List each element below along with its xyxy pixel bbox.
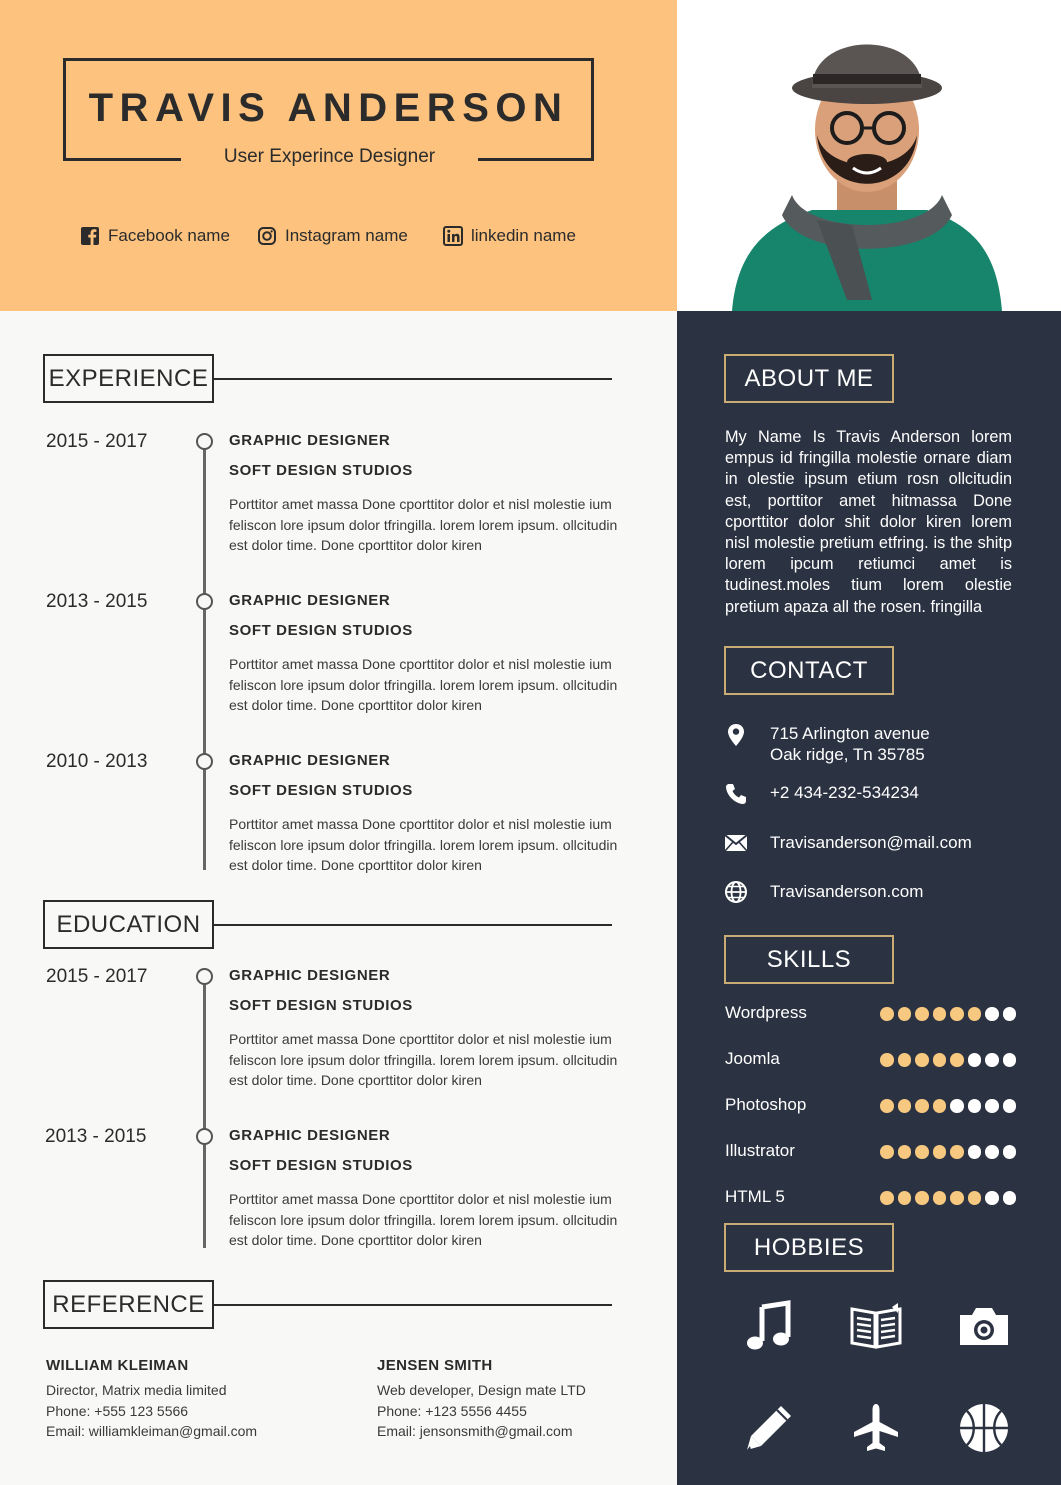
reference-email[interactable]: Email: jensonsmith@gmail.com (377, 1423, 573, 1439)
reference-phone: Phone: +555 123 5566 (46, 1403, 189, 1419)
experience-years: 2013 - 2015 (46, 591, 148, 612)
skill-dot-filled (915, 1007, 929, 1021)
skill-dot-filled (915, 1145, 929, 1159)
reference-role: Director, Matrix media limited (46, 1382, 227, 1398)
skill-dot-empty (985, 1191, 999, 1205)
skill-dot-filled (880, 1053, 894, 1067)
contact-email[interactable]: Travisanderson@mail.com (770, 833, 972, 852)
skill-dot-filled (880, 1007, 894, 1021)
job-title: GRAPHIC DESIGNER (229, 592, 391, 609)
skill-dot-filled (968, 1007, 982, 1021)
skill-name: Illustrator (725, 1141, 795, 1160)
skill-dot-empty (968, 1053, 982, 1067)
skill-dot-filled (950, 1191, 964, 1205)
skill-dot-filled (898, 1053, 912, 1067)
skill-dot-filled (880, 1099, 894, 1113)
skill-rating (880, 1191, 1016, 1205)
about-text: My Name Is Travis Anderson lorem empus id fringilla molestie ornare diam in olestie ipsum etium rosn ollcitudin est, porttitor amet hitmassa Done cporttitor dolor shit dolor kiren lorem nisl molestie pretium etfring. is the shitp lorem ipcum retiumci amet is tudinest.moles tium lorem olestie pretium apaza all the rosen. fringilla (725, 428, 1012, 616)
skill-dot-filled (950, 1145, 964, 1159)
skill-name: Wordpress (725, 1003, 807, 1022)
skill-name: HTML 5 (725, 1187, 785, 1206)
skill-dot-empty (968, 1145, 982, 1159)
name-frame-bottom-right (478, 158, 594, 161)
job-company: SOFT DESIGN STUDIOS (229, 622, 413, 639)
job-company: SOFT DESIGN STUDIOS (229, 997, 413, 1014)
job-title: GRAPHIC DESIGNER (229, 1127, 391, 1144)
reference-name: WILLIAM KLEIMAN (46, 1357, 189, 1374)
skills-heading: SKILLS (724, 935, 894, 984)
globe-icon (723, 879, 749, 905)
skill-dot-empty (985, 1053, 999, 1067)
reference-email[interactable]: Email: williamkleiman@gmail.com (46, 1423, 258, 1439)
pencil-icon (741, 1400, 797, 1456)
skill-dot-empty (985, 1099, 999, 1113)
airplane-icon (848, 1400, 904, 1456)
skill-dot-empty (1003, 1145, 1017, 1159)
experience-years: 2015 - 2017 (46, 431, 148, 452)
skill-dot-filled (915, 1053, 929, 1067)
contact-address-line2: Oak ridge, Tn 35785 (770, 745, 925, 764)
candidate-role: User Experince Designer (223, 146, 436, 167)
job-company: SOFT DESIGN STUDIOS (229, 462, 413, 479)
about-heading: ABOUT ME (724, 354, 894, 403)
job-description: Porttitor amet massa Done cporttitor dolor et nisl molestie ium feliscon lore ipsum dolor tfringilla. lorem lorem ipsum. ollcitudin est dolor time. Done cporttitor dolor kiren (229, 656, 618, 713)
education-timeline (203, 976, 206, 1248)
skill-dot-empty (950, 1099, 964, 1113)
skill-dot-filled (898, 1099, 912, 1113)
basketball-icon (956, 1400, 1012, 1456)
experience-timeline (203, 442, 206, 870)
skill-dot-filled (968, 1191, 982, 1205)
camera-icon (956, 1299, 1012, 1355)
skill-dot-empty (968, 1099, 982, 1113)
reference-heading: REFERENCE (43, 1280, 214, 1329)
linkedin-icon (443, 226, 463, 246)
education-years: 2013 - 2015 (45, 1126, 147, 1147)
skill-name: Photoshop (725, 1095, 807, 1114)
skill-dot-filled (950, 1007, 964, 1021)
candidate-name: TRAVIS ANDERSON (88, 86, 569, 130)
envelope-icon (723, 830, 749, 856)
contact-phone[interactable]: +2 434-232-534234 (770, 783, 919, 802)
timeline-dot (196, 593, 213, 610)
skill-dot-empty (1003, 1191, 1017, 1205)
book-icon (848, 1299, 904, 1355)
contact-website[interactable]: Travisanderson.com (770, 882, 924, 901)
skill-dot-filled (933, 1191, 947, 1205)
skill-dot-empty (985, 1145, 999, 1159)
skill-dot-filled (898, 1007, 912, 1021)
location-pin-icon (723, 722, 749, 748)
skill-dot-filled (880, 1145, 894, 1159)
social-facebook[interactable] (80, 226, 230, 246)
skill-dot-filled (915, 1191, 929, 1205)
contact-address-line1: 715 Arlington avenue (770, 724, 930, 743)
job-company: SOFT DESIGN STUDIOS (229, 1157, 413, 1174)
social-instagram[interactable] (257, 226, 408, 246)
skill-dot-filled (880, 1191, 894, 1205)
timeline-dot (196, 1128, 213, 1145)
timeline-dot (196, 433, 213, 450)
reference-role: Web developer, Design mate LTD (377, 1382, 586, 1398)
skill-dot-filled (898, 1191, 912, 1205)
name-frame-bottom-left (63, 158, 181, 161)
music-note-icon (741, 1299, 797, 1355)
education-rule (200, 924, 612, 926)
job-title: GRAPHIC DESIGNER (229, 967, 391, 984)
skill-dot-empty (1003, 1053, 1017, 1067)
skill-dot-empty (1003, 1007, 1017, 1021)
skill-dot-filled (898, 1145, 912, 1159)
contact-heading: CONTACT (724, 646, 894, 695)
social-linkedin-label: linkedin name (471, 226, 576, 245)
reference-phone: Phone: +123 5556 4455 (377, 1403, 527, 1419)
skill-rating (880, 1099, 1016, 1113)
skill-dot-filled (915, 1099, 929, 1113)
education-years: 2015 - 2017 (46, 966, 148, 987)
experience-rule (200, 378, 612, 380)
job-description: Porttitor amet massa Done cporttitor dolor et nisl molestie ium feliscon lore ipsum dolor tfringilla. lorem lorem ipsum. ollcitudin est dolor time. Done cporttitor dolor kiren (229, 1191, 618, 1248)
skill-dot-filled (933, 1053, 947, 1067)
skill-rating (880, 1145, 1016, 1159)
job-description: Porttitor amet massa Done cporttitor dolor et nisl molestie ium feliscon lore ipsum dolor tfringilla. lorem lorem ipsum. ollcitudin est dolor time. Done cporttitor dolor kiren (229, 1031, 618, 1088)
skill-rating (880, 1053, 1016, 1067)
skill-dot-filled (950, 1053, 964, 1067)
social-facebook-label: Facebook name (108, 226, 230, 245)
job-description: Porttitor amet massa Done cporttitor dolor et nisl molestie ium feliscon lore ipsum dolor tfringilla. lorem lorem ipsum. ollcitudin est dolor time. Done cporttitor dolor kiren (229, 496, 618, 553)
skill-dot-empty (985, 1007, 999, 1021)
reference-name: JENSEN SMITH (377, 1357, 493, 1374)
timeline-dot (196, 753, 213, 770)
skill-dot-empty (1003, 1099, 1017, 1113)
phone-icon (723, 781, 749, 807)
job-description: Porttitor amet massa Done cporttitor dolor et nisl molestie ium feliscon lore ipsum dolor tfringilla. lorem lorem ipsum. ollcitudin est dolor time. Done cporttitor dolor kiren (229, 816, 618, 873)
experience-heading: EXPERIENCE (43, 354, 214, 403)
skill-dot-filled (933, 1145, 947, 1159)
job-company: SOFT DESIGN STUDIOS (229, 782, 413, 799)
experience-years: 2010 - 2013 (46, 751, 148, 772)
job-title: GRAPHIC DESIGNER (229, 752, 391, 769)
skill-dot-filled (933, 1099, 947, 1113)
education-heading: EDUCATION (43, 900, 214, 949)
facebook-icon (80, 226, 100, 246)
skill-name: Joomla (725, 1049, 780, 1068)
skill-rating (880, 1007, 1016, 1021)
hobbies-heading: HOBBIES (724, 1223, 894, 1272)
social-linkedin[interactable] (443, 226, 576, 246)
social-instagram-label: Instagram name (285, 226, 408, 245)
instagram-icon (257, 226, 277, 246)
reference-rule (200, 1304, 612, 1306)
job-title: GRAPHIC DESIGNER (229, 432, 391, 449)
timeline-dot (196, 968, 213, 985)
skill-dot-filled (933, 1007, 947, 1021)
portrait-illustration (677, 0, 1061, 311)
profile-photo (677, 0, 1061, 311)
